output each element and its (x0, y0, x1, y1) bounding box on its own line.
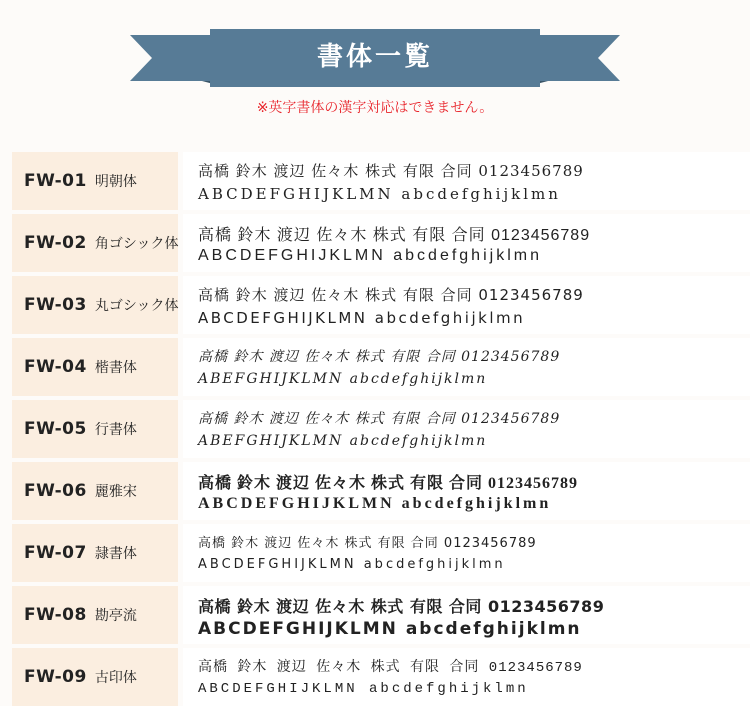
font-code: FW-06 (24, 481, 87, 501)
font-name: 丸ゴシック体 (94, 298, 179, 314)
sample-latin-line: ABCDEFGHIJKLMN abcdefghijklmn (198, 495, 552, 512)
sample-kanji-line: 高橋 鈴木 渡辺 佐々木 株式 有限 合同 0123456789 (198, 162, 584, 180)
font-code: FW-07 (24, 543, 87, 563)
sample-latin-line: ABCDEFGHIJKLMN abcdefghijklmn (198, 681, 529, 697)
font-label (12, 524, 178, 582)
font-sample (183, 586, 750, 644)
font-code: FW-09 (24, 667, 87, 687)
font-name: 行書体 (94, 422, 137, 438)
title-banner (130, 29, 620, 87)
font-row-fw09 (12, 648, 750, 706)
sample-latin-line: ABCDEFGHIJKLMN abcdefghijklmn (198, 619, 582, 639)
font-name: 角ゴシック体 (94, 236, 179, 252)
sample-latin-line: ABEFGHIJKLMN abcdefghijklmn (198, 433, 488, 449)
kanji-notice: ※英字書体の漢字対応はできません。 (256, 100, 494, 116)
font-label (12, 400, 178, 458)
font-row-fw06 (12, 462, 750, 520)
font-sample (183, 214, 750, 272)
sample-kanji-line: 高橋 鈴木 渡辺 佐々木 株式 有限 合同 0123456789 (198, 475, 579, 492)
font-code: FW-03 (24, 295, 87, 315)
font-code: FW-02 (24, 233, 87, 253)
font-row-fw08 (12, 586, 750, 644)
sample-latin-line: ABCDEFGHIJKLMN abcdefghijklmn (198, 247, 542, 264)
sample-kanji-line: 高橋 鈴木 渡辺 佐々木 株式 有限 合同 0123456789 (198, 411, 561, 427)
font-sample (183, 462, 750, 520)
font-label (12, 152, 178, 210)
font-name: 明朝体 (94, 174, 137, 190)
font-label (12, 214, 178, 272)
font-sample (183, 338, 750, 396)
font-code: FW-08 (24, 605, 87, 625)
font-sample (183, 152, 750, 210)
font-row-fw04 (12, 338, 750, 396)
sample-kanji-line: 高橋 鈴木 渡辺 佐々木 株式 有限 合同 0123456789 (198, 536, 537, 551)
font-name: 古印体 (94, 670, 137, 686)
font-row-fw01 (12, 152, 750, 210)
font-name: 隷書体 (94, 546, 137, 562)
font-code: FW-04 (24, 357, 87, 377)
font-row-fw07 (12, 524, 750, 582)
font-sample (183, 648, 750, 706)
font-code: FW-05 (24, 419, 87, 439)
font-label (12, 462, 178, 520)
sample-latin-line: ABCDEFGHIJKLMN abcdefghijklmn (198, 185, 561, 203)
sample-latin-line: ABEFGHIJKLMN abcdefghijklmn (198, 371, 488, 387)
sample-kanji-line: 高橋 鈴木 渡辺 佐々木 株式 有限 合同 0123456789 (198, 660, 583, 676)
font-name: 楷書体 (94, 360, 137, 376)
font-row-fw05 (12, 400, 750, 458)
font-row-fw02 (12, 214, 750, 272)
font-row-fw03 (12, 276, 750, 334)
font-sample (183, 276, 750, 334)
font-label (12, 586, 178, 644)
font-code: FW-01 (24, 171, 87, 191)
font-name: 麗雅宋 (94, 484, 137, 500)
font-label (12, 648, 178, 706)
sample-kanji-line: 高橋 鈴木 渡辺 佐々木 株式 有限 合同 0123456789 (198, 286, 584, 304)
font-sample (183, 400, 750, 458)
sample-kanji-line: 高橋 鈴木 渡辺 佐々木 株式 有限 合同 0123456789 (198, 227, 591, 244)
sample-latin-line: ABCDEFGHIJKLMN abcdefghijklmn (198, 557, 506, 572)
font-sample (183, 524, 750, 582)
font-label (12, 338, 178, 396)
sample-kanji-line: 高橋 鈴木 渡辺 佐々木 株式 有限 合同 0123456789 (198, 597, 605, 616)
sample-kanji-line: 高橋 鈴木 渡辺 佐々木 株式 有限 合同 0123456789 (198, 349, 561, 365)
font-name: 勘亭流 (94, 608, 137, 624)
font-label (12, 276, 178, 334)
page-title: 書体一覧 (316, 42, 433, 72)
sample-latin-line: ABCDEFGHIJKLMN abcdefghijklmn (198, 309, 526, 327)
